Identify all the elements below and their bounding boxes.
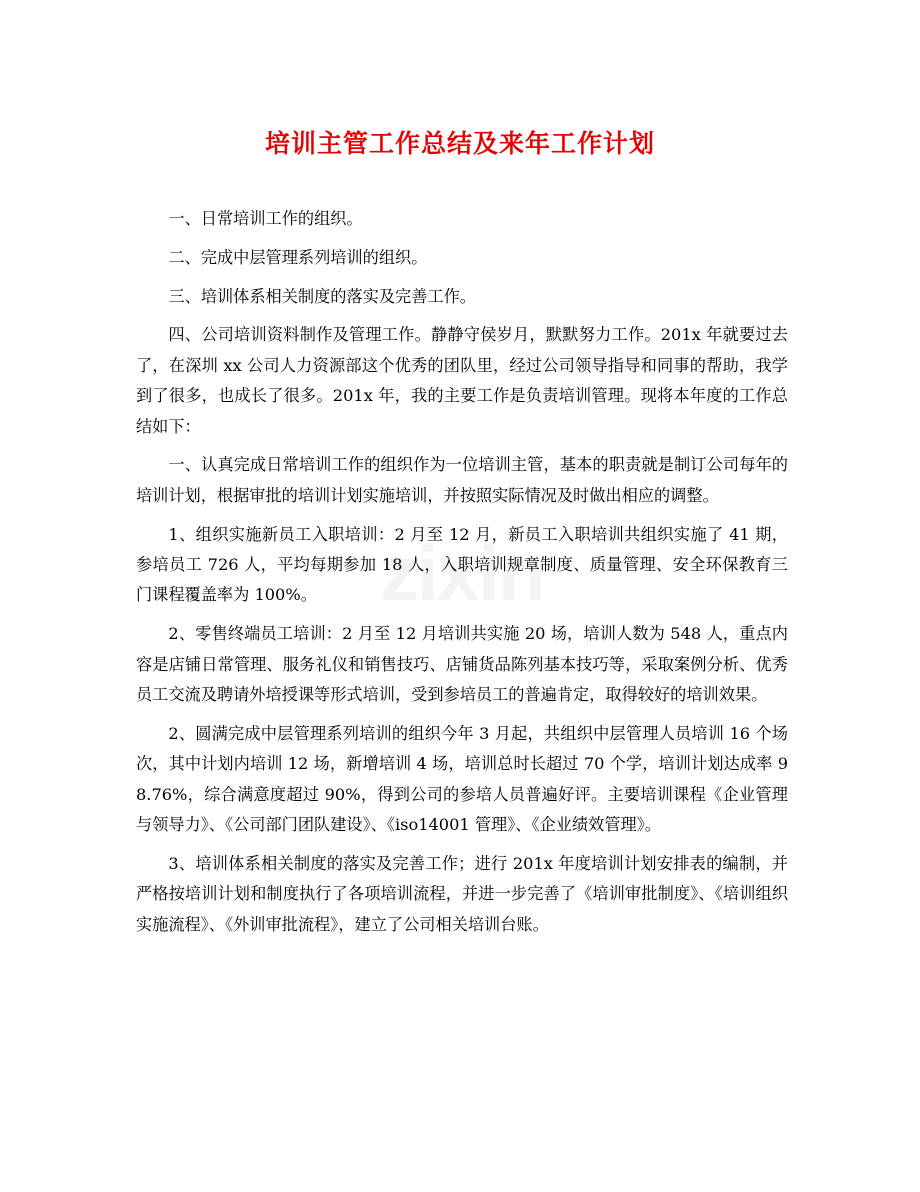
paragraph-4: 四、公司培训资料制作及管理工作。静静守侯岁月，默默努力工作。201x 年就要过去了，在深圳 xx 公司人力资源部这个优秀的团队里，经过公司领导指导和同事的帮助，我学到了很多，也成长了很多。201x 年，我的主要工作是负责培训管理。现将本年度的工作总结如下： [136,325,788,436]
paragraph-1: 一、日常培训工作的组织。 [168,209,363,228]
document-title: 培训主管工作总结及来年工作计划 [264,129,655,158]
document-body [136,204,788,948]
paragraph-9: 3、培训体系相关制度的落实及完善工作；进行 201x 年度培训计划安排表的编制，并严格按培训计划和制度执行了各项培训流程，并进一步完善了《培训审批制度》、《培训组织实施流程》、《外训审批流程》，建立了公司相关培训台账。 [136,853,788,934]
paragraph-6: 1、组织实施新员工入职培训：2 月至 12 月，新员工入职培训共组织实施了 41 期，参培员工 726 人，平均每期参加 18 人，入职培训规章制度、质量管理、安全环保教育三门课程覆盖率为 100%。 [136,524,788,605]
paragraph-8: 2、圆满完成中层管理系列培训的组织今年 3 月起，共组织中层管理人员培训 16 个场次，其中计划内培训 12 场，新增培训 4 场，培训总时长超过 70 个学，培训计划达成率 98.76%，综合满意度超过 90%，得到公司的参培人员普遍好评。主要培训课程《企业管理与领导力》、《公司部门团队建设》、《iso14001 管理》、《企业绩效管理》。 [136,723,788,835]
paragraph-3: 三、培训体系相关制度的落实及完善工作。 [168,286,476,306]
paragraph-2: 二、完成中层管理系列培训的组织。 [168,247,428,267]
watermark-logo: zixin [380,529,544,617]
paragraph-7: 2、零售终端员工培训：2 月至 12 月培训共实施 20 场，培训人数为 548 人，重点内容是店铺日常管理、服务礼仪和销售技巧、店铺货品陈列基本技巧等，采取案例分析、优秀员工交流及聘请外培授课等形式培训，受到参培员工的普遍肯定，取得较好的培训效果。 [136,624,788,705]
paragraph-5: 一、认真完成日常培训工作的组织作为一位培训主管，基本的职责就是制订公司每年的培训计划，根据审批的培训计划实施培训，并按照实际情况及时做出相应的调整。 [136,455,788,505]
